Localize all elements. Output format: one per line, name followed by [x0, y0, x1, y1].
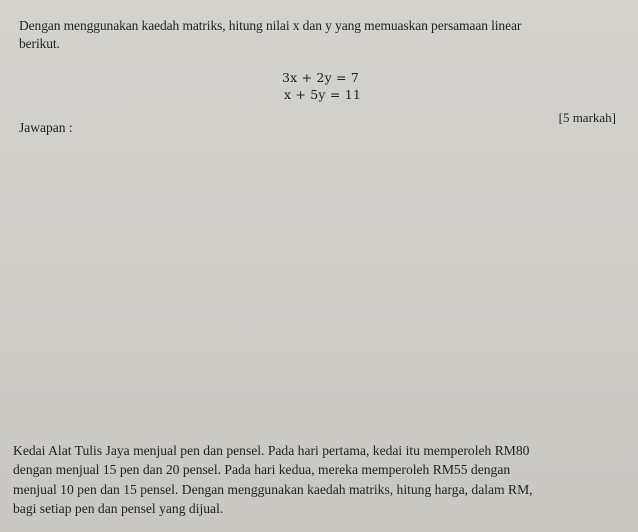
- question-2-line: menjual 10 pen dan 15 pensel. Dengan menggunakan kaedah matriks, hitung harga, dalam RM,: [13, 481, 533, 497]
- question-1-text: [19, 17, 619, 53]
- question-2-line: bagi setiap pen dan pensel yang dijual.: [13, 500, 224, 516]
- answer-label: Jawapan :: [19, 120, 73, 135]
- marks-label: [5 markah]: [558, 110, 616, 125]
- question-1-line: berikut.: [19, 36, 60, 51]
- question-2-line: dengan menjual 15 pen dan 20 pensel. Pada hari kedua, mereka memperoleh RM55 dengan: [13, 462, 511, 478]
- equation-2: x + 5y = 11: [284, 87, 362, 102]
- equation-1: 3x + 2y = 7: [282, 70, 360, 85]
- question-2-text: [13, 441, 635, 518]
- question-2-line: Kedai Alat Tulis Jaya menjual pen dan pensel. Pada hari pertama, kedai itu memperoleh RM80: [13, 443, 530, 458]
- question-1-line: Dengan menggunakan kaedah matriks, hitung nilai x dan y yang memuaskan persamaan linear: [19, 18, 522, 33]
